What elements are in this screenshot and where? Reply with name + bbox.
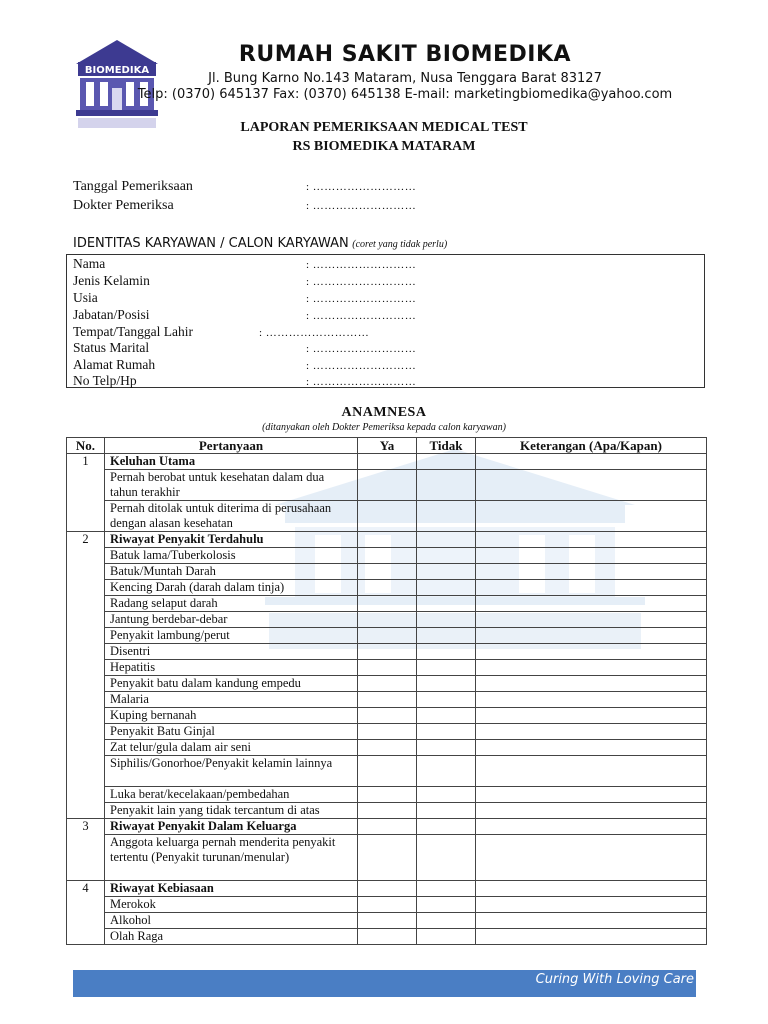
yes-cell[interactable] <box>358 676 417 692</box>
no-cell[interactable] <box>417 724 476 740</box>
question-text: Olah Raga <box>105 929 358 945</box>
table-row <box>67 835 707 881</box>
question-text: Alkohol <box>105 913 358 929</box>
column-header: Keterangan (Apa/Kapan) <box>476 438 707 454</box>
question-text: Malaria <box>105 692 358 708</box>
exam-date-label: Tanggal Pemeriksaan <box>73 179 193 194</box>
table-row <box>67 470 707 501</box>
identity-heading-text: IDENTITAS KARYAWAN / CALON KARYAWAN <box>73 236 349 251</box>
report-subtitle: RS BIOMEDIKA MATARAM <box>292 139 476 154</box>
table-row <box>67 724 707 740</box>
doctor-field <box>73 198 416 214</box>
identity-label: Nama <box>73 256 106 271</box>
remark-cell[interactable] <box>476 913 707 929</box>
yes-cell[interactable] <box>358 470 417 501</box>
section-row <box>67 454 707 470</box>
hospital-logo <box>72 38 162 130</box>
table-row <box>67 564 707 580</box>
question-text: Pernah ditolak untuk diterima di perusahaan dengan alasan kesehatan <box>105 501 358 532</box>
identity-label: Jenis Kelamin <box>73 273 150 288</box>
section-row <box>67 881 707 897</box>
question-text: Penyakit lambung/perut <box>105 628 358 644</box>
remark-cell[interactable] <box>476 532 707 548</box>
remark-cell[interactable] <box>476 929 707 945</box>
remark-cell[interactable] <box>476 660 707 676</box>
column-header: Pertanyaan <box>105 438 358 454</box>
identity-row-telp <box>73 373 416 389</box>
column-header: Ya <box>358 438 417 454</box>
yes-cell[interactable] <box>358 787 417 803</box>
logo-text: BIOMEDIKA <box>84 65 150 76</box>
remark-cell[interactable] <box>476 548 707 564</box>
table-row <box>67 596 707 612</box>
identity-value[interactable]: : ……………………… <box>306 343 417 355</box>
remark-cell[interactable] <box>476 708 707 724</box>
identity-value[interactable]: : ……………………… <box>306 376 417 388</box>
yes-cell[interactable] <box>358 532 417 548</box>
question-text: Pernah berobat untuk kesehatan dalam dua tahun terakhir <box>105 470 358 501</box>
no-cell[interactable] <box>417 692 476 708</box>
no-cell[interactable] <box>417 708 476 724</box>
table-row <box>67 708 707 724</box>
yes-cell[interactable] <box>358 596 417 612</box>
no-cell[interactable] <box>417 835 476 881</box>
question-text: Luka berat/kecelakaan/pembedahan <box>105 787 358 803</box>
anamnesa-title: ANAMNESA <box>341 405 427 420</box>
identity-label: No Telp/Hp <box>73 373 137 388</box>
yes-cell[interactable] <box>358 929 417 945</box>
identity-label: Alamat Rumah <box>73 357 156 372</box>
remark-cell[interactable] <box>476 835 707 881</box>
identity-value[interactable]: : ……………………… <box>306 360 417 372</box>
yes-cell[interactable] <box>358 756 417 787</box>
table-row <box>67 501 707 532</box>
section-title: Keluhan Utama <box>105 454 358 470</box>
remark-cell[interactable] <box>476 881 707 897</box>
hospital-name: RUMAH SAKIT BIOMEDIKA <box>238 42 572 67</box>
yes-cell[interactable] <box>358 564 417 580</box>
no-cell[interactable] <box>417 756 476 787</box>
question-text: Penyakit Batu Ginjal <box>105 724 358 740</box>
identity-value[interactable]: : ……………………… <box>259 327 370 339</box>
identity-label: Jabatan/Posisi <box>73 307 150 322</box>
yes-cell[interactable] <box>358 724 417 740</box>
identity-value[interactable]: : ……………………… <box>306 293 417 305</box>
no-cell[interactable] <box>417 660 476 676</box>
identity-box <box>66 254 705 388</box>
no-cell[interactable] <box>417 740 476 756</box>
yes-cell[interactable] <box>358 612 417 628</box>
yes-cell[interactable] <box>358 628 417 644</box>
remark-cell[interactable] <box>476 628 707 644</box>
no-cell[interactable] <box>417 881 476 897</box>
table-row <box>67 628 707 644</box>
identity-heading <box>73 236 447 252</box>
no-cell[interactable] <box>417 470 476 501</box>
column-header: Tidak <box>417 438 476 454</box>
yes-cell[interactable] <box>358 660 417 676</box>
identity-label: Usia <box>73 290 98 305</box>
identity-row-usia <box>73 290 416 306</box>
section-row <box>67 532 707 548</box>
identity-row-nama <box>73 256 416 272</box>
identity-row-tempat-tanggal-lahir <box>73 324 369 340</box>
no-cell[interactable] <box>417 548 476 564</box>
identity-row-alamat <box>73 357 416 373</box>
remark-cell[interactable] <box>476 676 707 692</box>
no-cell[interactable] <box>417 819 476 835</box>
column-header: No. <box>67 438 105 454</box>
hospital-contact: Telp: (0370) 645137 Fax: (0370) 645138 E-mail: marketingbiomedika@yahoo.com <box>137 87 673 102</box>
question-text: Anggota keluarga pernah menderita penyakit tertentu (Penyakit turunan/menular) <box>105 835 358 881</box>
anamnesa-subtitle: (ditanyakan oleh Dokter Pemeriksa kepada calon karyawan) <box>262 422 506 433</box>
no-cell[interactable] <box>417 564 476 580</box>
identity-row-jabatan <box>73 307 416 323</box>
no-cell[interactable] <box>417 596 476 612</box>
table-row <box>67 929 707 945</box>
section-number: 4 <box>67 881 105 945</box>
section-number: 2 <box>67 532 105 819</box>
question-text: Merokok <box>105 897 358 913</box>
question-text: Penyakit lain yang tidak tercantum di atas <box>105 803 358 819</box>
question-text: Penyakit batu dalam kandung empedu <box>105 676 358 692</box>
table-row <box>67 692 707 708</box>
no-cell[interactable] <box>417 501 476 532</box>
table-row <box>67 756 707 787</box>
yes-cell[interactable] <box>358 692 417 708</box>
table-row <box>67 787 707 803</box>
doctor-label: Dokter Pemeriksa <box>73 198 174 213</box>
remark-cell[interactable] <box>476 501 707 532</box>
table-row <box>67 580 707 596</box>
report-title: LAPORAN PEMERIKSAAN MEDICAL TEST <box>240 120 528 135</box>
yes-cell[interactable] <box>358 580 417 596</box>
no-cell[interactable] <box>417 580 476 596</box>
remark-cell[interactable] <box>476 612 707 628</box>
yes-cell[interactable] <box>358 819 417 835</box>
yes-cell[interactable] <box>358 501 417 532</box>
exam-date-value[interactable]: : ……………………… <box>306 181 417 193</box>
table-row <box>67 803 707 819</box>
identity-heading-note: (coret yang tidak perlu) <box>352 239 448 250</box>
table-row <box>67 660 707 676</box>
yes-cell[interactable] <box>358 803 417 819</box>
remark-cell[interactable] <box>476 470 707 501</box>
no-cell[interactable] <box>417 913 476 929</box>
no-cell[interactable] <box>417 676 476 692</box>
question-text: Batuk lama/Tuberkolosis <box>105 548 358 564</box>
yes-cell[interactable] <box>358 644 417 660</box>
remark-cell[interactable] <box>476 803 707 819</box>
footer-bar <box>73 970 696 997</box>
table-row <box>67 548 707 564</box>
question-text: Kencing Darah (darah dalam tinja) <box>105 580 358 596</box>
yes-cell[interactable] <box>358 835 417 881</box>
remark-cell[interactable] <box>476 580 707 596</box>
remark-cell[interactable] <box>476 692 707 708</box>
no-cell[interactable] <box>417 929 476 945</box>
table-row <box>67 740 707 756</box>
identity-value[interactable]: : ……………………… <box>306 276 417 288</box>
no-cell[interactable] <box>417 644 476 660</box>
question-text: Kuping bernanah <box>105 708 358 724</box>
section-number: 3 <box>67 819 105 881</box>
table-header-row <box>67 438 707 454</box>
table-row <box>67 897 707 913</box>
yes-cell[interactable] <box>358 913 417 929</box>
no-cell[interactable] <box>417 454 476 470</box>
yes-cell[interactable] <box>358 740 417 756</box>
identity-row-jenis-kelamin <box>73 273 416 289</box>
remark-cell[interactable] <box>476 897 707 913</box>
no-cell[interactable] <box>417 897 476 913</box>
yes-cell[interactable] <box>358 897 417 913</box>
footer-tagline: Curing With Loving Care <box>535 972 694 987</box>
remark-cell[interactable] <box>476 644 707 660</box>
hospital-address: Jl. Bung Karno No.143 Mataram, Nusa Tenggara Barat 83127 <box>208 71 602 86</box>
identity-row-status-marital <box>73 340 416 356</box>
no-cell[interactable] <box>417 628 476 644</box>
no-cell[interactable] <box>417 612 476 628</box>
yes-cell[interactable] <box>358 881 417 897</box>
section-title: Riwayat Penyakit Terdahulu <box>105 532 358 548</box>
section-number: 1 <box>67 454 105 532</box>
no-cell[interactable] <box>417 803 476 819</box>
identity-value[interactable]: : ……………………… <box>306 310 417 322</box>
question-text: Radang selaput darah <box>105 596 358 612</box>
remark-cell[interactable] <box>476 454 707 470</box>
question-text: Batuk/Muntah Darah <box>105 564 358 580</box>
question-text: Jantung berdebar-debar <box>105 612 358 628</box>
question-text: Disentri <box>105 644 358 660</box>
exam-date-field <box>73 179 416 195</box>
remark-cell[interactable] <box>476 756 707 787</box>
question-text: Siphilis/Gonorhoe/Penyakit kelamin lainnya <box>105 756 358 787</box>
remark-cell[interactable] <box>476 596 707 612</box>
table-row <box>67 644 707 660</box>
table-row <box>67 612 707 628</box>
remark-cell[interactable] <box>476 740 707 756</box>
identity-label: Status Marital <box>73 340 150 355</box>
section-title: Riwayat Penyakit Dalam Keluarga <box>105 819 358 835</box>
remark-cell[interactable] <box>476 787 707 803</box>
table-row <box>67 676 707 692</box>
anamnesa-table <box>66 437 707 945</box>
no-cell[interactable] <box>417 532 476 548</box>
question-text: Zat telur/gula dalam air seni <box>105 740 358 756</box>
identity-value[interactable]: : ……………………… <box>306 259 417 271</box>
remark-cell[interactable] <box>476 724 707 740</box>
no-cell[interactable] <box>417 787 476 803</box>
section-title: Riwayat Kebiasaan <box>105 881 358 897</box>
yes-cell[interactable] <box>358 708 417 724</box>
remark-cell[interactable] <box>476 819 707 835</box>
section-row <box>67 819 707 835</box>
table-row <box>67 913 707 929</box>
identity-label: Tempat/Tanggal Lahir <box>73 324 193 339</box>
remark-cell[interactable] <box>476 564 707 580</box>
question-text: Hepatitis <box>105 660 358 676</box>
doctor-value[interactable]: : ……………………… <box>306 200 417 212</box>
yes-cell[interactable] <box>358 454 417 470</box>
yes-cell[interactable] <box>358 548 417 564</box>
